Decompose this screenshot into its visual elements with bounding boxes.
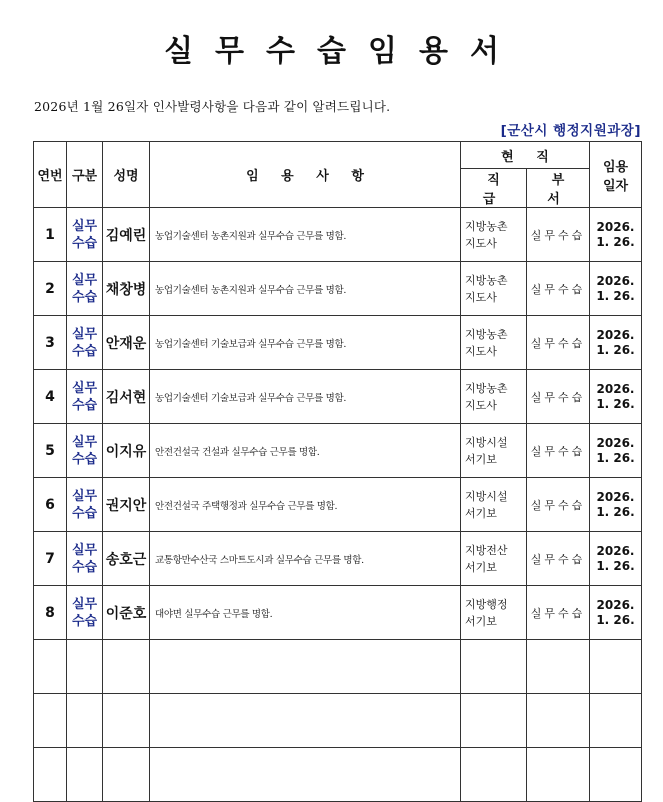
empty-cell bbox=[67, 748, 103, 802]
row-name: 김서현 bbox=[103, 370, 150, 424]
empty-cell bbox=[527, 748, 590, 802]
row-grade-line2: 지도사 bbox=[465, 236, 497, 250]
header-date bbox=[590, 142, 642, 208]
row-category-line1: 실무 bbox=[71, 218, 98, 234]
row-no: 5 bbox=[34, 424, 67, 478]
row-category-line1: 실무 bbox=[71, 434, 98, 450]
row-grade bbox=[461, 262, 527, 316]
table-row bbox=[34, 532, 642, 586]
header-category: 구분 bbox=[67, 142, 103, 208]
row-date-line2: 1. 26. bbox=[596, 450, 635, 465]
row-category-line1: 실무 bbox=[71, 596, 98, 612]
row-date-line2: 1. 26. bbox=[596, 342, 635, 357]
row-grade bbox=[461, 370, 527, 424]
row-no: 4 bbox=[34, 370, 67, 424]
row-grade-line2: 서기보 bbox=[465, 614, 497, 628]
row-date-line2: 1. 26. bbox=[596, 288, 635, 303]
table-row bbox=[34, 478, 642, 532]
empty-cell bbox=[103, 748, 150, 802]
empty-cell bbox=[461, 694, 527, 748]
row-category-line1: 실무 bbox=[71, 488, 98, 504]
row-name: 이지유 bbox=[103, 424, 150, 478]
empty-cell bbox=[150, 748, 461, 802]
row-grade bbox=[461, 208, 527, 262]
row-date-line1: 2026. bbox=[596, 543, 635, 558]
empty-row bbox=[34, 694, 642, 748]
row-category-line1: 실무 bbox=[71, 326, 98, 342]
empty-cell bbox=[590, 694, 642, 748]
appointment-table bbox=[33, 141, 642, 802]
row-category-line2: 수습 bbox=[71, 235, 98, 251]
table-row bbox=[34, 262, 642, 316]
row-name: 이준호 bbox=[103, 586, 150, 640]
row-date-line1: 2026. bbox=[596, 435, 635, 450]
table-row bbox=[34, 586, 642, 640]
row-date-line2: 1. 26. bbox=[596, 558, 635, 573]
empty-cell bbox=[34, 748, 67, 802]
row-department: 실무수습 bbox=[527, 478, 590, 532]
row-no: 2 bbox=[34, 262, 67, 316]
row-no: 3 bbox=[34, 316, 67, 370]
row-department: 실무수습 bbox=[527, 316, 590, 370]
empty-cell bbox=[527, 694, 590, 748]
table-row bbox=[34, 208, 642, 262]
header-no: 연번 bbox=[34, 142, 67, 208]
row-category-line2: 수습 bbox=[71, 559, 98, 575]
row-category bbox=[67, 586, 103, 640]
empty-cell bbox=[34, 694, 67, 748]
row-date bbox=[590, 532, 642, 586]
row-name: 권지안 bbox=[103, 478, 150, 532]
row-department: 실무수습 bbox=[527, 262, 590, 316]
row-no: 7 bbox=[34, 532, 67, 586]
empty-cell bbox=[103, 640, 150, 694]
row-name: 채창병 bbox=[103, 262, 150, 316]
row-department: 실무수습 bbox=[527, 424, 590, 478]
header-current: 현 직 bbox=[461, 142, 590, 169]
issuer-label: [군산시 행정지원과장] bbox=[500, 123, 641, 139]
row-grade bbox=[461, 424, 527, 478]
table-row bbox=[34, 316, 642, 370]
row-date bbox=[590, 478, 642, 532]
row-detail: 교통항만수산국 스마트도시과 실무수습 근무를 명함. bbox=[150, 532, 461, 586]
row-detail: 대야면 실무수습 근무를 명함. bbox=[150, 586, 461, 640]
row-grade bbox=[461, 532, 527, 586]
row-detail: 농업기술센터 기술보급과 실무수습 근무를 명함. bbox=[150, 370, 461, 424]
row-grade-line1: 지방농촌 bbox=[465, 327, 508, 341]
empty-cell bbox=[67, 640, 103, 694]
row-date-line1: 2026. bbox=[596, 489, 635, 504]
row-grade-line1: 지방전산 bbox=[465, 543, 508, 557]
row-detail: 농업기술센터 기술보급과 실무수습 근무를 명함. bbox=[150, 316, 461, 370]
row-date bbox=[590, 262, 642, 316]
header-date-line1: 임용 bbox=[602, 159, 629, 175]
row-no: 8 bbox=[34, 586, 67, 640]
row-name: 김예린 bbox=[103, 208, 150, 262]
row-grade-line1: 지방농촌 bbox=[465, 273, 508, 287]
row-date-line2: 1. 26. bbox=[596, 504, 635, 519]
header-name: 성명 bbox=[103, 142, 150, 208]
empty-cell bbox=[590, 748, 642, 802]
row-grade-line2: 서기보 bbox=[465, 560, 497, 574]
row-category bbox=[67, 532, 103, 586]
row-category-line2: 수습 bbox=[71, 613, 98, 629]
empty-cell bbox=[34, 640, 67, 694]
row-category-line1: 실무 bbox=[71, 380, 98, 396]
row-grade-line1: 지방행정 bbox=[465, 597, 508, 611]
empty-cell bbox=[150, 640, 461, 694]
document-title: 실무수습임용서 bbox=[164, 34, 521, 69]
row-date bbox=[590, 316, 642, 370]
row-grade bbox=[461, 478, 527, 532]
row-department: 실무수습 bbox=[527, 208, 590, 262]
header-department: 부 서 bbox=[527, 169, 590, 208]
empty-cell bbox=[103, 694, 150, 748]
empty-cell bbox=[461, 640, 527, 694]
row-date-line1: 2026. bbox=[596, 381, 635, 396]
empty-row bbox=[34, 640, 642, 694]
row-name: 안재운 bbox=[103, 316, 150, 370]
row-date-line2: 1. 26. bbox=[596, 234, 635, 249]
row-detail: 안전건설국 건설과 실무수습 근무를 명함. bbox=[150, 424, 461, 478]
empty-cell bbox=[527, 640, 590, 694]
row-category bbox=[67, 478, 103, 532]
row-grade-line2: 지도사 bbox=[465, 290, 497, 304]
row-grade-line1: 지방농촌 bbox=[465, 381, 508, 395]
row-category-line1: 실무 bbox=[71, 542, 98, 558]
row-grade-line1: 지방농촌 bbox=[465, 219, 508, 233]
empty-row bbox=[34, 748, 642, 802]
empty-cell bbox=[150, 694, 461, 748]
row-date-line1: 2026. bbox=[596, 327, 635, 342]
row-date bbox=[590, 586, 642, 640]
row-grade-line1: 지방시설 bbox=[465, 489, 508, 503]
row-department: 실무수습 bbox=[527, 586, 590, 640]
row-grade bbox=[461, 316, 527, 370]
row-category-line2: 수습 bbox=[71, 289, 98, 305]
row-category bbox=[67, 316, 103, 370]
row-category-line1: 실무 bbox=[71, 272, 98, 288]
row-grade-line2: 서기보 bbox=[465, 506, 497, 520]
row-date-line2: 1. 26. bbox=[596, 612, 635, 627]
row-category-line2: 수습 bbox=[71, 451, 98, 467]
header-grade: 직 급 bbox=[461, 169, 527, 208]
table-row bbox=[34, 424, 642, 478]
row-category-line2: 수습 bbox=[71, 397, 98, 413]
row-no: 1 bbox=[34, 208, 67, 262]
row-category-line2: 수습 bbox=[71, 505, 98, 521]
row-date-line2: 1. 26. bbox=[596, 396, 635, 411]
row-date bbox=[590, 208, 642, 262]
row-date-line1: 2026. bbox=[596, 273, 635, 288]
row-date-line1: 2026. bbox=[596, 597, 635, 612]
row-grade-line1: 지방시설 bbox=[465, 435, 508, 449]
row-grade-line2: 지도사 bbox=[465, 398, 497, 412]
row-department: 실무수습 bbox=[527, 532, 590, 586]
row-category bbox=[67, 370, 103, 424]
row-grade-line2: 지도사 bbox=[465, 344, 497, 358]
row-category bbox=[67, 262, 103, 316]
row-date bbox=[590, 424, 642, 478]
row-category bbox=[67, 424, 103, 478]
row-detail: 농업기술센터 농촌지원과 실무수습 근무를 명함. bbox=[150, 208, 461, 262]
row-grade-line2: 서기보 bbox=[465, 452, 497, 466]
row-category-line2: 수습 bbox=[71, 343, 98, 359]
empty-cell bbox=[461, 748, 527, 802]
row-detail: 농업기술센터 농촌지원과 실무수습 근무를 명함. bbox=[150, 262, 461, 316]
row-grade bbox=[461, 586, 527, 640]
row-no: 6 bbox=[34, 478, 67, 532]
empty-cell bbox=[590, 640, 642, 694]
row-detail: 안전건설국 주택행정과 실무수습 근무를 명함. bbox=[150, 478, 461, 532]
table-row bbox=[34, 370, 642, 424]
row-date-line1: 2026. bbox=[596, 219, 635, 234]
header-date-line2: 일자 bbox=[602, 178, 629, 194]
row-category bbox=[67, 208, 103, 262]
row-department: 실무수습 bbox=[527, 370, 590, 424]
row-date bbox=[590, 370, 642, 424]
header-detail: 임 용 사 항 bbox=[150, 142, 461, 208]
row-name: 송호근 bbox=[103, 532, 150, 586]
notice-text: 2026년 1월 26일자 인사발령사항을 다음과 같이 알려드립니다. bbox=[34, 99, 391, 114]
empty-cell bbox=[67, 694, 103, 748]
